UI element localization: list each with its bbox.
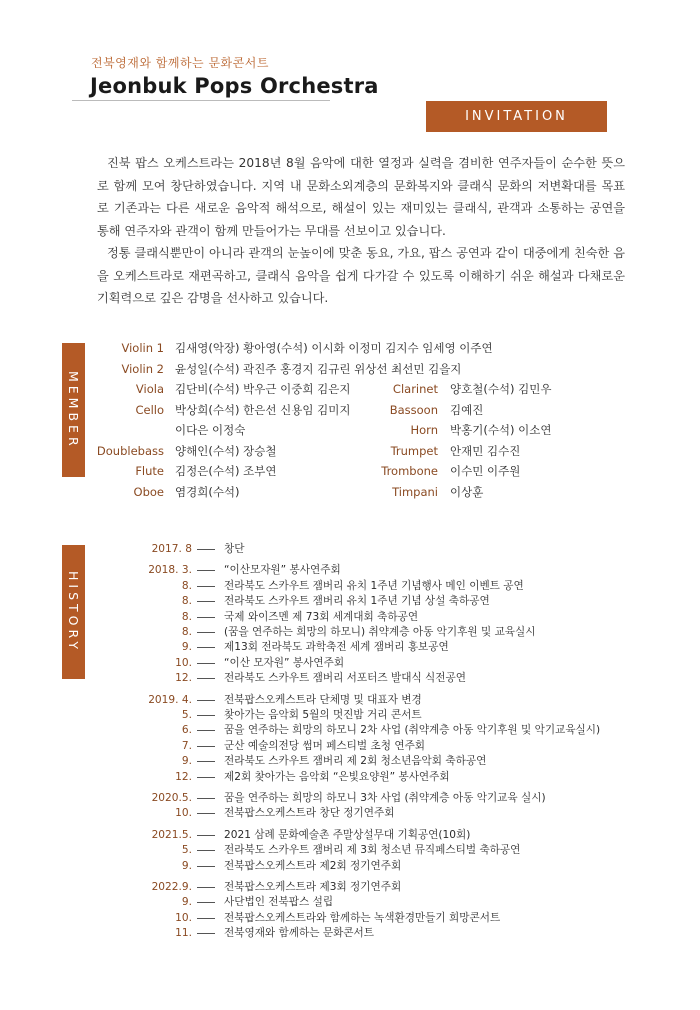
history-connector <box>197 730 215 731</box>
history-connector <box>197 746 215 747</box>
history-date: 11. <box>175 927 192 940</box>
history-date: 2017. 8 <box>151 543 192 555</box>
history-event: 꿈을 연주하는 희망의 하모니 2차 사업 (취약계층 아동 악기후원 및 악기교육실시) <box>224 724 601 737</box>
history-connector <box>197 700 215 701</box>
member-names: 김정은(수석) 조부연 <box>175 464 277 478</box>
member-instrument: Violin 2 <box>121 361 164 376</box>
history-date: 10. <box>175 911 192 924</box>
member-instrument: Doublebass <box>96 443 164 458</box>
member-instrument: Trombone <box>381 464 438 478</box>
member-tab-label: MEMBER <box>66 370 81 450</box>
history-date: 9. <box>181 859 192 872</box>
member-names: 염경희(수석) <box>175 484 240 499</box>
history-date: 12. <box>175 672 192 685</box>
history-connector <box>197 918 215 919</box>
history-connector <box>197 570 215 571</box>
member-names: 윤성일(수석) 곽진주 홍경지 김규린 위상선 최선민 김을지 <box>175 361 462 376</box>
member-names: 이상훈 <box>450 484 484 499</box>
history-connector <box>197 902 215 903</box>
history-date: 7. <box>181 739 192 752</box>
history-tab <box>62 545 85 679</box>
member-instrument: Timpani <box>392 484 438 499</box>
history-event: 전북팝스오케스트라와 함께하는 녹색환경만들기 희망콘서트 <box>224 911 501 924</box>
member-names: 김새영(악장) 황아영(수석) 이시화 이정미 김지수 임세영 이주연 <box>175 341 493 355</box>
history-connector <box>197 647 215 648</box>
member-names: 양호철(수석) 김민우 <box>450 382 552 396</box>
history-event: 전라북도 스카우트 잼버리 제 2회 청소년음악회 축하공연 <box>224 755 487 768</box>
history-connector <box>197 813 215 814</box>
history-event: 제13회 전라북도 과학축전 세계 잼버리 홍보공연 <box>224 641 449 654</box>
history-connector <box>197 850 215 851</box>
history-event: “이산 모자원” 봉사연주회 <box>224 656 345 669</box>
history-date: 10. <box>175 656 192 669</box>
concert-subtitle: 전북영재와 함께하는 문화콘서트 <box>91 56 269 70</box>
history-event: 전북영재와 함께하는 문화콘서트 <box>224 927 375 940</box>
invitation-badge: INVITATION <box>426 101 607 132</box>
history-date: 8. <box>181 579 192 592</box>
history-event: 창단 <box>224 543 245 555</box>
member-instrument: Horn <box>410 423 438 437</box>
history-connector <box>197 798 215 799</box>
member-names: 박홍기(수석) 이소연 <box>450 423 552 437</box>
history-date: 12. <box>175 770 192 783</box>
member-instrument: Trumpet <box>390 443 438 458</box>
member-names: 이수민 이주원 <box>450 464 521 478</box>
history-event: 전북팝스오케스트라 제3회 정기연주회 <box>224 881 402 893</box>
history-date: 2020.5. <box>151 792 192 804</box>
member-names: 안재민 김수진 <box>450 443 521 458</box>
history-date: 9. <box>181 641 192 654</box>
history-date: 5. <box>181 844 192 857</box>
history-event: 전라북도 스카우트 잼버리 유치 1주년 기념 상설 축하공연 <box>224 595 490 608</box>
history-event: 국제 와이즈멘 제 73회 세계대회 축하공연 <box>224 610 419 623</box>
history-event: “이산모자원” 봉사연주회 <box>224 564 341 577</box>
history-connector <box>197 761 215 762</box>
history-connector <box>197 586 215 587</box>
history-event: 찾아가는 음악회 5월의 멋진밤 거리 콘서트 <box>224 709 422 721</box>
member-instrument: Oboe <box>133 484 164 499</box>
member-instrument: Bassoon <box>389 402 438 417</box>
member-instrument: Cello <box>135 402 164 417</box>
history-event: 2021 삼례 문화예술촌 주말상설무대 기획공연(10회) <box>224 828 471 841</box>
history-event: 군산 예술의전당 썸머 페스티벌 초청 연주회 <box>224 739 426 752</box>
history-connector <box>197 663 215 664</box>
intro-text <box>97 152 625 310</box>
history-event: 꿈을 연주하는 희망의 하모니 3차 사업 (취약계층 아동 악기교육 실시) <box>224 792 546 804</box>
title-underline <box>72 100 330 101</box>
history-connector <box>197 933 215 934</box>
member-instrument: Clarinet <box>392 382 438 396</box>
history-connector <box>197 715 215 716</box>
history-event: 사단법인 전북팝스 설립 <box>224 896 334 909</box>
history-connector <box>197 601 215 602</box>
history-connector <box>197 866 215 867</box>
member-names: 양해인(수석) 장승철 <box>175 443 277 458</box>
history-event: 전북팝스오케스트라 제2회 정기연주회 <box>224 859 402 872</box>
history-date: 2022.9. <box>151 881 192 893</box>
member-names: 이다은 이정숙 <box>175 423 246 437</box>
history-date: 9. <box>181 755 192 768</box>
history-event: 전북팝스오케스트라 창단 정기연주회 <box>224 807 395 820</box>
history-date: 8. <box>181 626 192 638</box>
history-date: 2018. 3. <box>148 564 192 577</box>
history-date: 8. <box>181 595 192 608</box>
history-date: 6. <box>181 724 192 737</box>
member-names: 김단비(수석) 박우근 이중희 김은지 <box>175 382 351 396</box>
history-connector <box>197 835 215 836</box>
history-event: 전라북도 스카우트 잼버리 제 3회 청소년 뮤직페스티벌 축하공연 <box>224 844 521 857</box>
history-event: 전북팝스오케스트라 단체명 및 대표자 변경 <box>224 693 422 706</box>
history-connector <box>197 777 215 778</box>
member-instrument: Flute <box>135 464 164 478</box>
history-date: 8. <box>181 610 192 623</box>
history-connector <box>197 678 215 679</box>
history-event: 전라북도 스카우트 잼버리 서포터즈 발대식 식전공연 <box>224 672 466 685</box>
intro-paragraph-1: 진북 팝스 오케스트라는 2018년 8월 음악에 대한 열정과 실력을 겸비한 연주자들이 순수한 뜻으로 함께 모여 창단하였습니다. 지역 내 문화소외계층의 문화복지와 클래식 문화의 저변확대를 목표로 기존과는 다른 새로운 음악적 해석으로, 해설이 있는 재미있는 클래식, 관객과 소통하는 공연을 통해 연주자와 관객이 함께 만들어가는 무대를 선보이고 있습니다. <box>97 156 625 238</box>
member-instrument: Viola <box>135 382 164 396</box>
page-title: Jeonbuk Pops Orchestra <box>90 74 379 98</box>
history-connector <box>197 549 215 550</box>
history-event: (꿈을 연주하는 희망의 하모니) 취약계층 아동 악기후원 및 교육실시 <box>224 626 536 638</box>
intro-paragraph-2: 정통 클래식뿐만이 아니라 관객의 눈높이에 맞춘 동요, 가요, 팝스 공연과 같이 대중에게 친숙한 음을 오케스트라로 재편곡하고, 클래식 음악을 쉽게 다가갈 수 있도록 이해하기 쉬운 해설과 다채로운 기획력으로 깊은 감명을 선사하고 있습니다. <box>97 246 625 305</box>
history-date: 5. <box>181 709 192 721</box>
history-event: 제2회 찾아가는 음악회 “은빛요양원” 봉사연주회 <box>224 770 450 783</box>
history-event: 전라북도 스카우트 잼버리 유치 1주년 기념행사 메인 이벤트 공연 <box>224 579 524 592</box>
history-date: 2019. 4. <box>148 693 192 706</box>
history-tab-label: HISTORY <box>66 570 81 654</box>
history-connector <box>197 617 215 618</box>
history-date: 10. <box>175 807 192 820</box>
history-connector <box>197 632 215 633</box>
member-instrument: Violin 1 <box>121 341 164 355</box>
history-date: 9. <box>181 896 192 909</box>
history-connector <box>197 887 215 888</box>
member-names: 박상희(수석) 한은선 신용임 김미지 <box>175 402 351 417</box>
member-names: 김예진 <box>450 402 484 417</box>
history-date: 2021.5. <box>151 828 192 841</box>
